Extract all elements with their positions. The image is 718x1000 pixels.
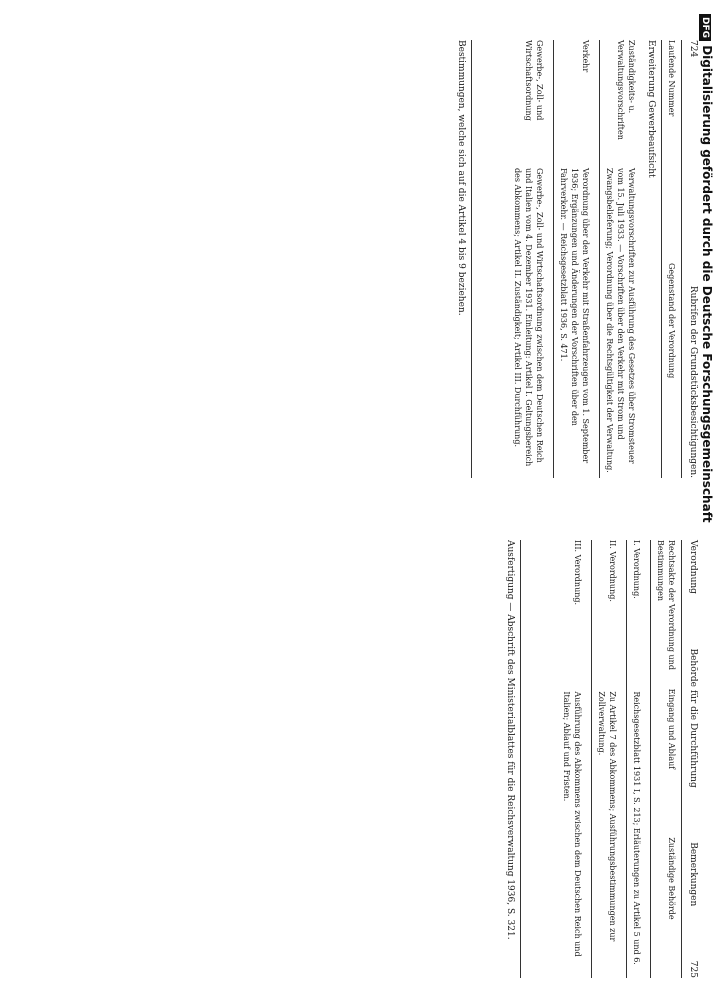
right-page (0, 500, 718, 1000)
row-title: Gewerbe-, Zoll- und Wirtschaftsordnung (524, 40, 544, 121)
col-header: Zuständige Behörde (667, 837, 676, 920)
section-heading: I. Verordnung. (632, 540, 641, 599)
table-row (558, 40, 591, 478)
section-heading: II. Verordnung. (608, 540, 617, 602)
header-right: Bemerkungen (688, 842, 698, 907)
right-page-header (688, 540, 698, 978)
column-headers (666, 40, 677, 478)
header-rule (681, 540, 682, 978)
rule (599, 40, 600, 478)
dfg-banner-text: Digitalisierung gefördert durch die Deutsche Forschungsgemeinschaft (700, 45, 714, 523)
rule (520, 540, 521, 978)
page-number: 724 (688, 40, 698, 58)
page-number: 725 (688, 960, 698, 978)
rule (661, 40, 662, 478)
rule (650, 540, 651, 978)
table-row (512, 40, 545, 478)
rule (553, 40, 554, 478)
left-footer: Bestimmungen, welche sich auf die Artikel 4 bis 9 beziehen. (456, 40, 466, 316)
section-block (561, 540, 583, 978)
running-title: Rubrifen der Grundstücksbesichtigungen. (688, 285, 698, 478)
row-text: Verwaltungsvorschriften zur Ausführung des Gesetzes über Stromsteuer vom 15. Juli 1933. — Vorschriften über den Verkehr mit Strom und Zwangsbelieferung; Verordnung über die Rechtsgültigkeit der Verwaltung. (605, 168, 636, 473)
subject-line: Erweiterung Gewerbeaufsicht (646, 40, 656, 178)
section-block (596, 540, 618, 978)
col-header-number: Laufende Nummer (667, 40, 676, 117)
section-block (631, 540, 642, 978)
rule (471, 40, 472, 478)
header-center: Behörde für die Durchführung (688, 648, 698, 788)
section-text: Zu Artikel 7 des Abkommens; Ausführungsbestimmungen zur Zollverwaltung. (597, 691, 617, 942)
section-text: Reichsgesetzblatt 1931 I, S. 213; Erläuterungen zu Artikel 5 und 6. (632, 691, 641, 965)
section-text: Ausführung des Abkommens zwischen dem Deutschen Reich und Italien; Ablauf und Fristen. (562, 691, 582, 957)
row-text: Gewerbe-, Zoll- und Wirtschaftsordnung zwischen dem Deutschen Reich und Italien vom 4. Dezember 1931. Einleitung: Artikel I. Geltungsbereich des Abkommens; Artikel II. Zuständigkeit; Artikel III. Durchführung. (513, 168, 544, 467)
row-title: Zuständigkeits- u. Verwaltungsvorschriften (616, 40, 636, 140)
header-rule (681, 40, 682, 478)
dfg-banner-strip (698, 0, 718, 1000)
row-text: Verordnung über den Verkehr mit Straßenfahrzeugen vom 1. September 1936; Ergänzungen und Änderungen der Vorschriften über den Fahrverkehr. — Reichsgesetzblatt 1936, S. 471. (559, 168, 590, 464)
column-headers (655, 540, 677, 978)
rule (591, 540, 592, 978)
section-heading: III. Verordnung. (573, 540, 582, 606)
rule (626, 540, 627, 978)
table-row (604, 40, 637, 478)
right-footer: Ausfertigung — Abschrift des Ministerialblattes für die Reichsverwaltung 1936, S. 321. (505, 540, 515, 940)
col-header: Eingang und Ablauf (667, 688, 676, 770)
row-title: Verkehr (581, 40, 590, 73)
header-left: Verordnung (688, 540, 698, 594)
col-header: Rechtsakte der Verordnung und Bestimmungen (656, 540, 676, 670)
left-page-header (688, 40, 698, 478)
dfg-badge: DFG (699, 14, 711, 41)
col-header-subject: Gegenstand der Verordnung (667, 263, 676, 379)
